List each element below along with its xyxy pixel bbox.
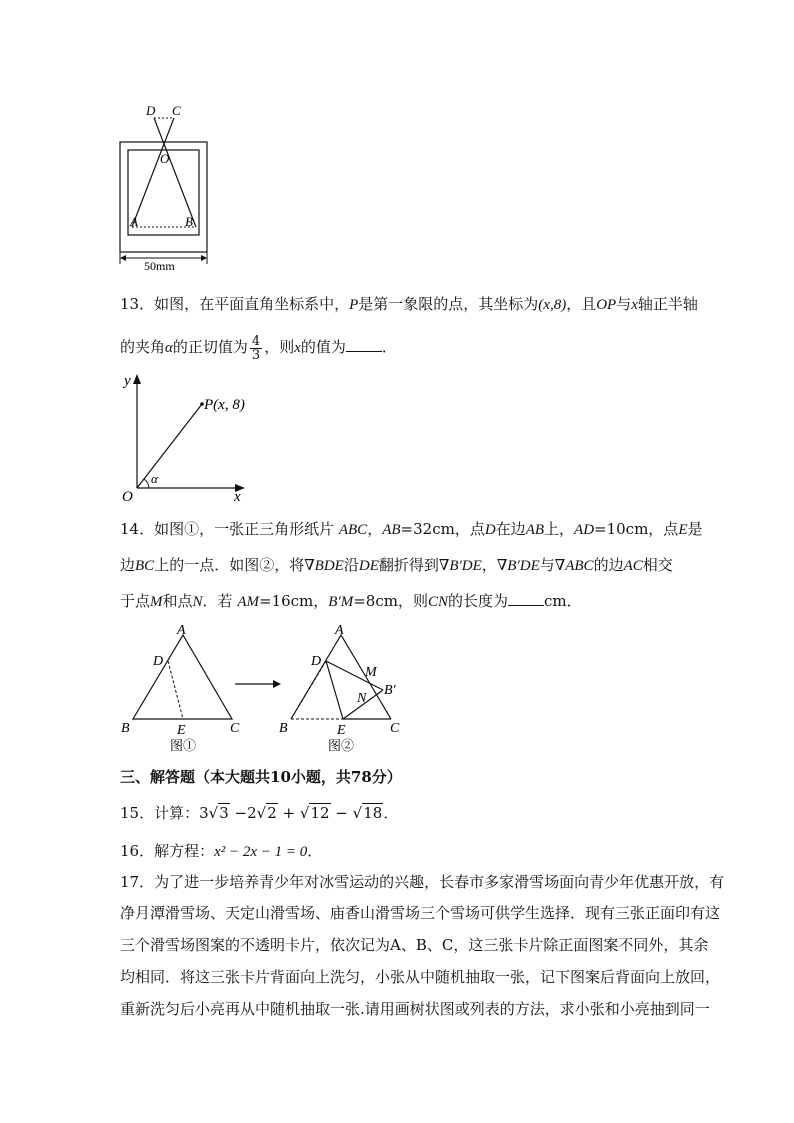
label-D: D	[146, 103, 156, 118]
q13-line2: 的夹角α的正切值为 $\frac{4}{3}$ ，则x的值为 ．	[120, 333, 397, 363]
fig2-M: M	[365, 665, 377, 680]
q14-line2: 边BC上的一点．如图②，将∇BDE沿DE翻折得到∇B′DE，∇B′DE与∇ABC的边AC相交	[120, 556, 673, 574]
section-heading: 三、解答题（本大题共10小题，共78分）	[120, 768, 402, 786]
q17-line3: 三个滑雪场图案的不透明卡片，依次记为A、B、C，这三张卡片除正面图案不同外，其余	[120, 936, 709, 954]
fig2-D: D	[311, 654, 322, 669]
fig1-D: D	[153, 654, 164, 669]
figure-triangle-fold	[115, 622, 415, 754]
axis-x-label: x	[234, 489, 241, 505]
q17-line1: 17．为了进一步培养青少年对冰雪运动的兴趣，长春市多家滑雪场面向青少年优惠开放，有	[120, 873, 725, 891]
q15: 15．计算：3√3 −2√2 + √12 − √18．	[120, 804, 399, 822]
label-A: A	[130, 214, 138, 229]
angle-alpha-label: α	[151, 471, 158, 486]
answer-blank	[508, 590, 544, 606]
answer-blank	[346, 336, 382, 352]
fraction-four-thirds: $\frac{4}{3}$	[251, 333, 261, 363]
point-P-label: P(x, 8)	[204, 397, 245, 413]
width-label: 50mm	[144, 259, 175, 270]
q16: 16．解方程：x² − 2x − 1 = 0．	[120, 842, 323, 860]
fig2-Bprime: B′	[384, 683, 396, 698]
q13-line1: 13．如图，在平面直角坐标系中，P是第一象限的点，其坐标为(x,8)，且OP与x轴正半轴	[120, 295, 698, 313]
label-C: C	[172, 103, 181, 118]
fig1-C: C	[230, 721, 240, 736]
label-B: B	[185, 214, 193, 229]
origin-label: O	[122, 489, 133, 505]
fig1-B: B	[121, 721, 130, 736]
q17-line5: 重新洗匀后小亮再从中随机抽取一张.请用画树状图或列表的方法，求小张和小亮抽到同一	[120, 1000, 710, 1018]
fig1-A: A	[177, 623, 186, 638]
q14-line3: 于点M和点N．若 AM=16cm，B′M=8cm，则CN的长度为 cm．	[120, 592, 582, 610]
fig2-A: A	[335, 623, 344, 638]
axis-y-label: y	[124, 373, 131, 389]
fig1-E: E	[177, 723, 186, 738]
fig2-B: B	[279, 721, 288, 736]
fig1-caption: 图①	[170, 738, 197, 753]
q14-line1: 14．如图①，一张正三角形纸片 ABC，AB=32cm，点D在边AB上，AD=10cm，点E是	[120, 520, 703, 538]
q17-line4: 均相同．将这三张卡片背面向上洗匀，小张从中随机抽取一张，记下图案后背面向上放回，	[120, 968, 721, 986]
q17-line2: 净月潭滑雪场、天定山滑雪场、庙香山滑雪场三个雪场可供学生选择．现有三张正面印有这	[120, 904, 721, 922]
figure-frame-caliper	[110, 100, 220, 270]
figure-coordinate-plane	[115, 370, 265, 505]
fig2-E: E	[337, 723, 346, 738]
label-O: O	[160, 151, 170, 166]
fig2-N: N	[357, 691, 367, 706]
fig2-caption: 图②	[328, 738, 355, 753]
fig2-C: C	[390, 721, 400, 736]
